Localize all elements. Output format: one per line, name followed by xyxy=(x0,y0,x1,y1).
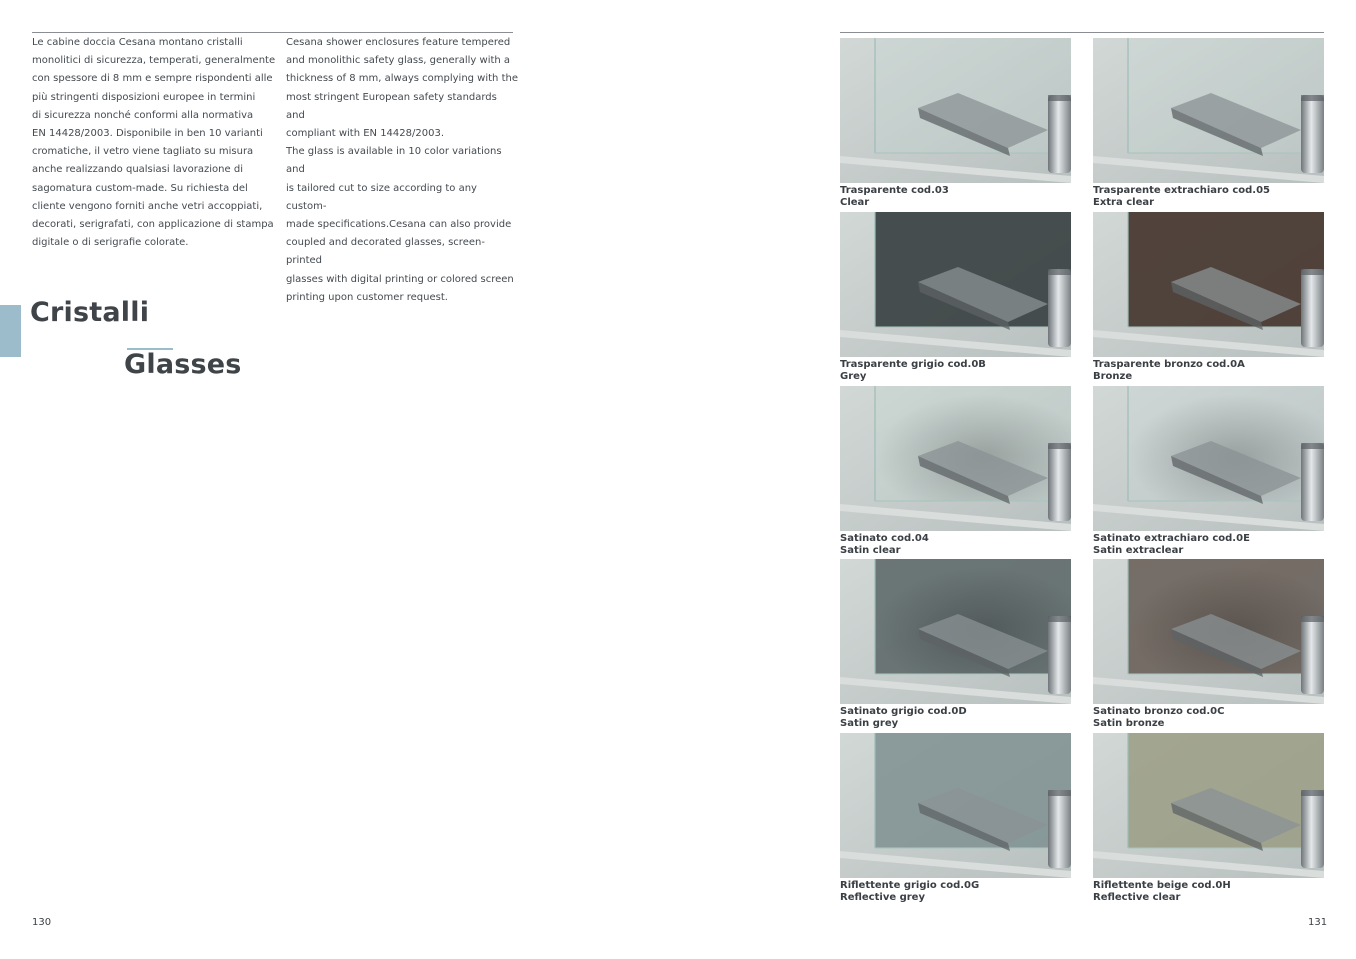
glass-swatch xyxy=(840,212,1071,384)
italian-description: Le cabine doccia Cesana montano cristalli monolitici di sicurezza, temperati, generalmente con spessore di 8 mm e sempre rispondenti alle più stringenti disposizioni europee in termini di sicurezza nonché conformi alla normativa EN 14428/2003. Disponibile in ben 10 varianti cromatiche, il vetro viene tagliato su misura anche realizzando qualsiasi lavorazione di sagomatura custom-made. Su richiesta del cliente vengono forniti anche vetri accoppiati, decorati, serigrafati, con applicazione di stampa digitale o di serigrafie colorate. xyxy=(32,37,276,249)
glass-sample-photo xyxy=(1093,733,1324,878)
glass-swatch-caption xyxy=(840,185,1071,208)
english-description: Cesana shower enclosures feature tempered and monolithic safety glass, generally with a thickness of 8 mm, always complying with the most stringent European safety standards and compliant with EN 14428/2003. The glass is available in 10 color variations and is tailored cut to size according to any custom- made specifications.Cesana can also provide coupled and decorated glasses, screen-printed glasses with digital printing or colored screen printing upon customer request. xyxy=(286,37,518,303)
glass-sample-photo xyxy=(1093,212,1324,357)
glass-english-name: Satin extraclear xyxy=(1093,544,1184,556)
glass-english-name: Satin clear xyxy=(840,544,901,556)
glass-swatch xyxy=(1093,212,1324,384)
glass-sample-photo xyxy=(840,733,1071,878)
glass-swatch-caption xyxy=(1093,880,1324,903)
glass-code-name: Satinato grigio cod.0D xyxy=(840,706,967,717)
glass-sample-photo xyxy=(840,386,1071,531)
glass-swatch-caption xyxy=(1093,185,1324,208)
top-rule-right xyxy=(840,32,1324,33)
glass-code-name: Trasparente bronzo cod.0A xyxy=(1093,359,1245,370)
glass-sample-photo xyxy=(1093,386,1324,531)
glass-code-name: Trasparente cod.03 xyxy=(840,185,949,196)
section-accent-bar xyxy=(0,305,21,357)
glass-swatch-caption xyxy=(1093,359,1324,382)
glass-swatch xyxy=(840,559,1071,731)
glass-sample-photo xyxy=(840,559,1071,704)
glass-swatch xyxy=(1093,733,1324,905)
page-number-right: 131 xyxy=(1308,917,1328,928)
glass-code-name: Trasparente extrachiaro cod.05 xyxy=(1093,185,1271,196)
glass-swatch xyxy=(840,733,1071,905)
glass-english-name: Grey xyxy=(840,370,867,382)
glass-swatch-caption xyxy=(840,880,1071,903)
glass-english-name: Bronze xyxy=(1093,370,1133,382)
glass-english-name: Reflective clear xyxy=(1093,891,1181,903)
glass-english-name: Satin bronze xyxy=(1093,717,1165,729)
glass-english-name: Satin grey xyxy=(840,717,899,729)
glass-english-name: Reflective grey xyxy=(840,891,925,903)
section-title-english: Glasses xyxy=(124,349,242,380)
glass-swatch xyxy=(840,38,1071,210)
glass-sample-photo xyxy=(1093,38,1324,183)
top-rule-left xyxy=(32,32,513,33)
glass-swatch-caption xyxy=(1093,533,1324,556)
glass-swatch xyxy=(1093,559,1324,731)
glass-code-name: Satinato extrachiaro cod.0E xyxy=(1093,533,1250,544)
glass-code-name: Satinato bronzo cod.0C xyxy=(1093,706,1225,717)
page-number-left: 130 xyxy=(32,917,52,928)
glass-english-name: Extra clear xyxy=(1093,196,1155,208)
glass-swatch xyxy=(840,386,1071,558)
glass-sample-photo xyxy=(840,38,1071,183)
glass-swatch-caption xyxy=(840,359,1071,382)
glass-code-name: Riflettente beige cod.0H xyxy=(1093,880,1231,891)
glass-swatch xyxy=(1093,386,1324,558)
glass-swatch xyxy=(1093,38,1324,210)
glass-swatch-caption xyxy=(840,706,1071,729)
glass-swatch-caption xyxy=(1093,706,1324,729)
glass-swatch-caption xyxy=(840,533,1071,556)
glass-code-name: Trasparente grigio cod.0B xyxy=(840,359,986,370)
glass-sample-photo xyxy=(1093,559,1324,704)
glass-code-name: Satinato cod.04 xyxy=(840,533,929,544)
glass-english-name: Clear xyxy=(840,196,870,208)
section-title-italian: Cristalli xyxy=(30,297,150,328)
glass-sample-photo xyxy=(840,212,1071,357)
glass-code-name: Riflettente grigio cod.0G xyxy=(840,880,980,891)
